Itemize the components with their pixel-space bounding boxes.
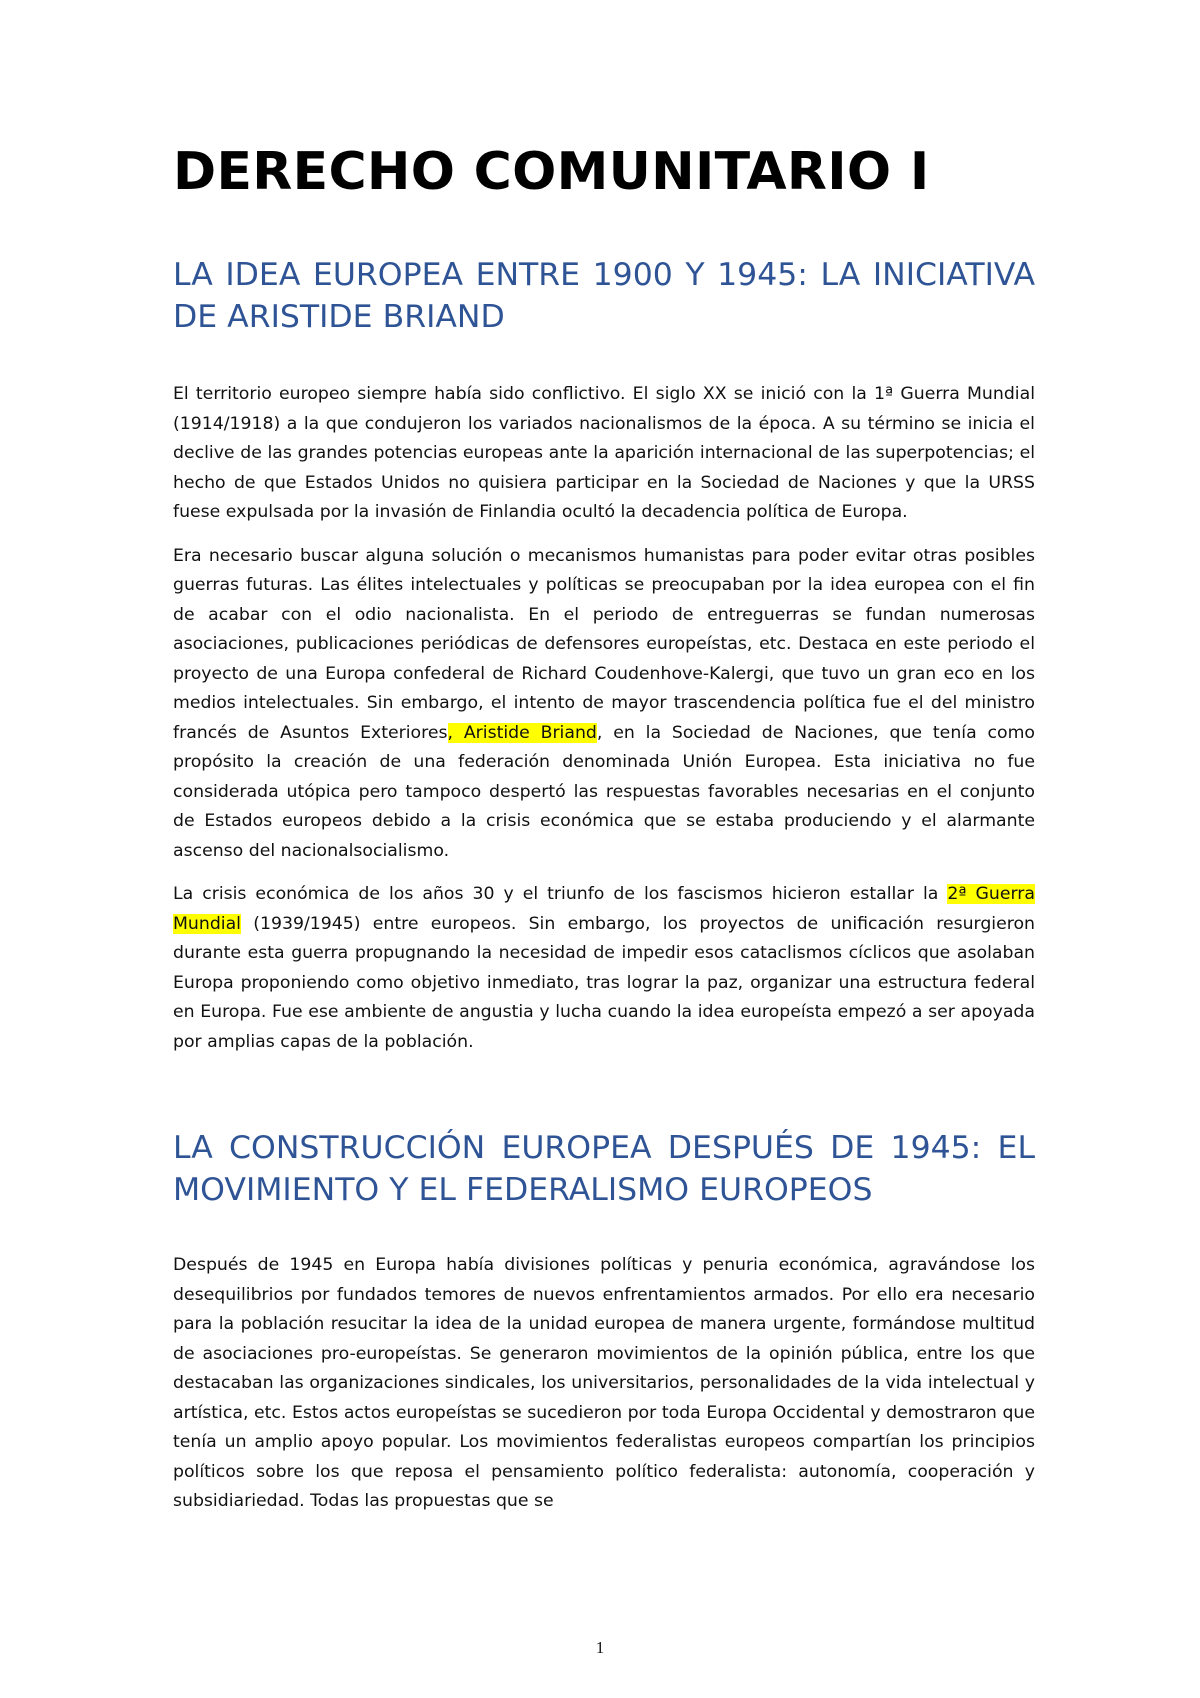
section-heading: LA IDEA EUROPEA ENTRE 1900 Y 1945: LA INICIATIVA DE ARISTIDE BRIAND — [173, 257, 1035, 335]
paragraph-text: (1939/1945) entre europeos. Sin embargo, los proyectos de unificación resurgieron durante esta guerra propugnando la necesidad de impedir esos cataclismos cíclicos que asolaban Europa proponiendo como objetivo inmediato, tras lograr la paz, organizar una estructura federal en Europa. Fue ese ambiente de angustia y lucha cuando la idea europeísta empezó a ser apoyada por amplias capas de la población. — [173, 913, 1035, 1052]
document-title: DERECHO COMUNITARIO I — [173, 142, 930, 202]
paragraph — [173, 880, 1035, 1057]
paragraph: El territorio europeo siempre había sido conflictivo. El siglo XX se inició con la 1ª Guerra Mundial (1914/1918) a la que condujeron los variados nacionalismos de la época. A su término se inicia el declive de las grandes potencias europeas ante la aparición internacional de las superpotencias; el hecho de que Estados Unidos no quisiera participar en la Sociedad de Naciones y que la URSS fuese expulsada por la invasión de Finlandia ocultó la decadencia política de Europa. — [173, 384, 1035, 522]
paragraph-text: , en la Sociedad de Naciones, que tenía como propósito la creación de una federación denominada Unión Europea. Esta iniciativa no fue considerada utópica pero tampoco despertó las respuestas favorables necesarias en el conjunto de Estados europeos debido a la crisis económica que se estaba produciendo y el alarmante ascenso del nacionalsocialismo. — [173, 722, 1035, 861]
paragraph — [173, 542, 1035, 867]
page-content — [173, 140, 1035, 1517]
paragraph-text: La crisis económica de los años 30 y el triunfo de los fascismos hicieron estallar la — [173, 884, 948, 904]
paragraph: Después de 1945 en Europa había divisiones políticas y penuria económica, agravándose los desequilibrios por fundados temores de nuevos enfrentamientos armados. Por ello era necesario para la población resucitar la idea de la unidad europea de manera urgente, formándose multitud de asociaciones pro-europeístas. Se generaron movimientos de la opinión pública, entre los que destacaban las organizaciones sindicales, los universitarios, personalidades de la vida intelectual y artística, etc. Estos actos europeístas se sucedieron por toda Europa Occidental y demostraron que tenía un amplio apoyo popular. Los movimientos federalistas europeos compartían los principios políticos sobre los que reposa el pensamiento político federalista: autonomía, cooperación y subsidiariedad. Todas las propuestas que se — [173, 1255, 1035, 1511]
highlighted-text: , Aristide Briand — [447, 722, 597, 743]
highlighted-text: 2ª Guerra Mundial — [173, 884, 1035, 934]
section-heading: LA CONSTRUCCIÓN EUROPEA DESPUÉS DE 1945: EL MOVIMIENTO Y EL FEDERALISMO EUROPEOS — [173, 1130, 1035, 1208]
paragraph-text: Era necesario buscar alguna solución o mecanismos humanistas para poder evitar otras posibles guerras futuras. Las élites intelectuales y políticas se preocupaban por la idea europea con el fin de acabar con el odio nacionalista. En el periodo de entreguerras se fundan numerosas asociaciones, publicaciones periódicas de defensores europeístas, etc. Destaca en este periodo el proyecto de una Europa confederal de Richard Coudenhove-Kalergi, que tuvo un gran eco en los medios intelectuales. Sin embargo, el intento de mayor trascendencia política fue el del ministro francés de Asuntos Exteriores — [173, 545, 1035, 743]
page-number: 1 — [595, 1638, 605, 1657]
